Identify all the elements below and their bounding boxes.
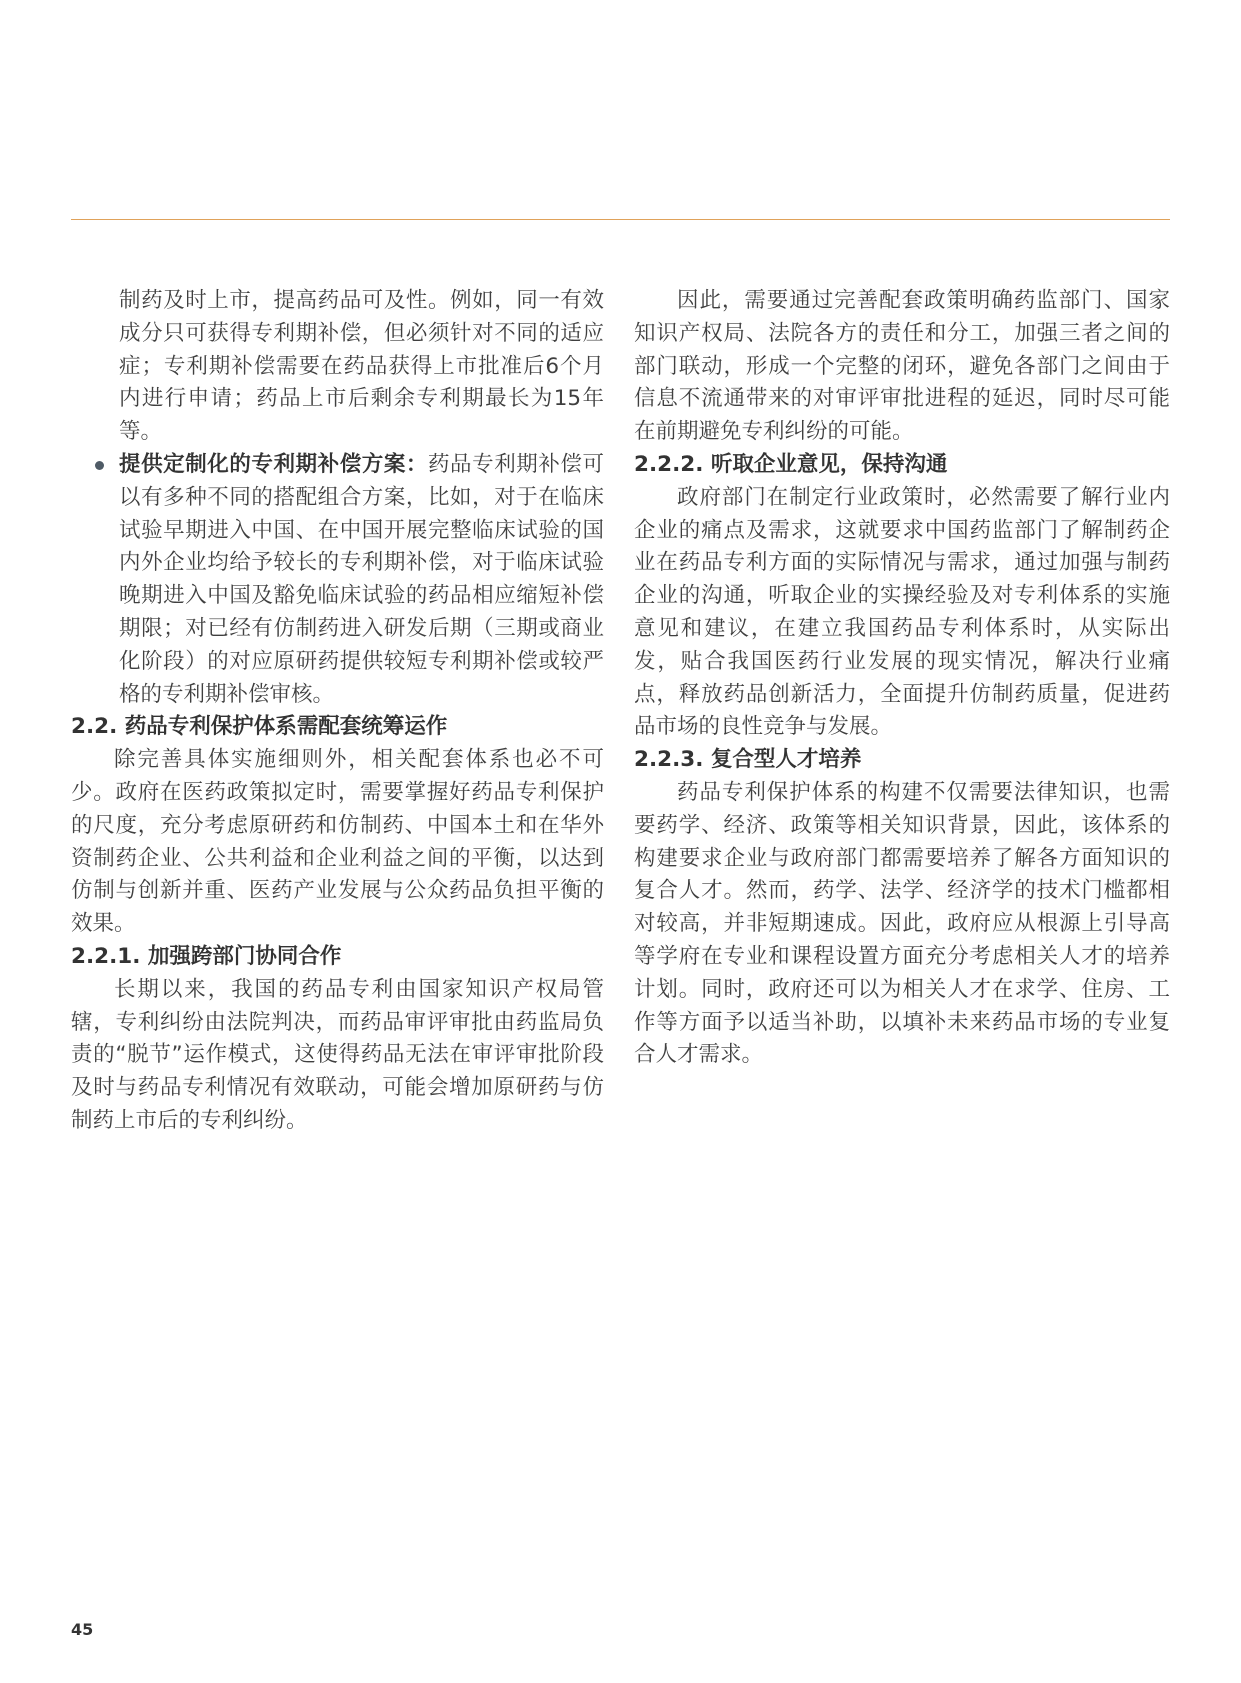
continuation-paragraph: 制药及时上市，提高药品可及性。例如，同一有效成分只可获得专利期补偿，但必须针对不同的适应症；专利期补偿需要在药品获得上市批准后6个月内进行申请；药品上市后剩余专利期最长为15年等。 xyxy=(119,288,604,445)
page-number: 45 xyxy=(71,1620,94,1639)
section-heading-2-2-2: 2.2.2. 听取企业意见，保持沟通 xyxy=(634,451,948,477)
right-column xyxy=(634,285,1170,1072)
section-paragraph-2-2-1: 长期以来，我国的药品专利由国家知识产权局管辖，专利纠纷由法院判决，而药品审评审批由药监局负责的“脱节”运作模式，这使得药品无法在审评审批阶段及时与药品专利情况有效联动，可能会增加原研药与仿制药上市后的专利纠纷。 xyxy=(71,976,604,1133)
bullet-item xyxy=(71,449,604,711)
section-heading-2-2-3: 2.2.3. 复合型人才培养 xyxy=(634,747,862,773)
bullet-title: 提供定制化的专利期补偿方案： xyxy=(119,451,428,477)
intro-paragraph: 因此，需要通过完善配套政策明确药监部门、国家知识产权局、法院各方的责任和分工，加强三者之间的部门联动，形成一个完整的闭环，避免各部门之间由于信息不流通带来的对审评审批进程的延迟，同时尽可能在前期避免专利纠纷的可能。 xyxy=(634,288,1170,445)
section-heading-2-2: 2.2. 药品专利保护体系需配套统筹运作 xyxy=(71,714,448,740)
bullet-dot-icon xyxy=(95,461,104,470)
section-paragraph-2-2: 除完善具体实施细则外，相关配套体系也必不可少。政府在医药政策拟定时，需要掌握好药品专利保护的尺度，充分考虑原研药和仿制药、中国本土和在华外资制药企业、公共利益和企业利益之间的平衡，以达到仿制与创新并重、医药产业发展与公众药品负担平衡的效果。 xyxy=(71,747,604,937)
bullet-text: 药品专利期补偿可以有多种不同的搭配组合方案，比如，对于在临床试验早期进入中国、在中国开展完整临床试验的国内外企业均给予较长的专利期补偿，对于临床试验晚期进入中国及豁免临床试验的药品相应缩短补偿期限；对已经有仿制药进入研发后期（三期或商业化阶段）的对应原研药提供较短专利期补偿或较严格的专利期补偿审核。 xyxy=(119,451,604,707)
header-divider xyxy=(71,219,1170,220)
section-paragraph-2-2-3: 药品专利保护体系的构建不仅需要法律知识，也需要药学、经济、政策等相关知识背景，因此，该体系的构建要求企业与政府部门都需要培养了解各方面知识的复合人才。然而，药学、法学、经济学的技术门槛都相对较高，并非短期速成。因此，政府应从根源上引导高等学府在专业和课程设置方面充分考虑相关人才的培养计划。同时，政府还可以为相关人才在求学、住房、工作等方面予以适当补助，以填补未来药品市场的专业复合人才需求。 xyxy=(634,779,1170,1068)
section-heading-2-2-1: 2.2.1. 加强跨部门协同合作 xyxy=(71,943,342,969)
section-paragraph-2-2-2: 政府部门在制定行业政策时，必然需要了解行业内企业的痛点及需求，这就要求中国药监部门了解制药企业在药品专利方面的实际情况与需求，通过加强与制药企业的沟通，听取企业的实操经验及对专利体系的实施意见和建议，在建立我国药品专利体系时，从实际出发，贴合我国医药行业发展的现实情况，解决行业痛点，释放药品创新活力，全面提升仿制药质量，促进药品市场的良性竞争与发展。 xyxy=(634,484,1170,740)
left-column xyxy=(71,285,604,1138)
